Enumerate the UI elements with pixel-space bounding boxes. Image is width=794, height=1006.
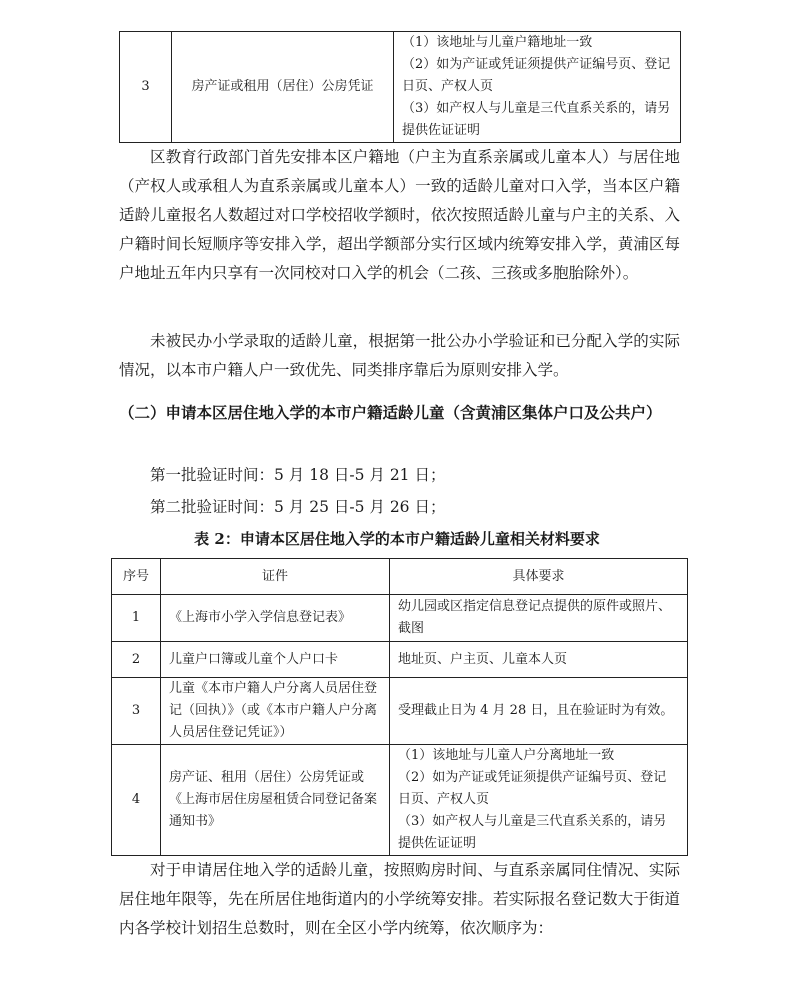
column-header: 证件: [161, 559, 390, 595]
requirement-cell: [390, 678, 688, 745]
batch-2-time: 第二批验证时间：5 月 25 日-5 月 26 日；: [150, 498, 446, 516]
document-name: 房产证、租用（居住）公房凭证或《上海市居住房屋租赁合同登记备案通知书》: [161, 745, 390, 856]
requirement-cell: [394, 32, 681, 143]
table-1-continuation: [119, 31, 681, 143]
document-name: 《上海市小学入学信息登记表》: [161, 595, 390, 642]
document-name: 房产证或租用（居住）公房凭证: [172, 32, 394, 143]
requirement-item: （3）如产权人与儿童是三代直系关系的，请另提供佐证证明: [398, 814, 667, 851]
row-number: 2: [112, 642, 161, 678]
requirement-item: （2）如为产证或凭证须提供产证编号页、登记日页、产权人页: [402, 57, 671, 94]
requirement-item: （1）该地址与儿童户籍地址一致: [402, 35, 593, 50]
document-name: 儿童户口簿或儿童个人户口卡: [161, 642, 390, 678]
document-name: 儿童《本市户籍人户分离人员居住登记（回执）》（或《本市户籍人户分离人员居住登记凭证》）: [161, 678, 390, 745]
row-number: 3: [112, 678, 161, 745]
table-row: [112, 678, 688, 745]
requirement-item: 受理截止日为 4 月 28 日，且在验证时为有效。: [398, 703, 674, 718]
requirement-item: （1）该地址与儿童人户分离地址一致: [398, 748, 615, 763]
paragraph-residence-admission: 对于申请居住地入学的适龄儿童，按照购房时间、与直系亲属同住情况、实际居住地年限等，先在所居住地街道内的小学统筹安排。若实际报名登记数大于街道内各学校计划招生总数时，则在全区小学内统筹，依次顺序为：: [119, 861, 680, 937]
row-number: 1: [112, 595, 161, 642]
table-2-caption: 表 2：申请本区居住地入学的本市户籍适龄儿童相关材料要求: [194, 530, 600, 548]
table-row: [120, 32, 681, 143]
table-row: [112, 745, 688, 856]
paragraph-private-school: 未被民办小学录取的适龄儿童，根据第一批公办小学验证和已分配入学的实际情况，以本市户籍人户一致优先、同类排序靠后为原则安排入学。: [119, 332, 680, 379]
requirement-item: 幼儿园或区指定信息登记点提供的原件或照片、截图: [398, 599, 672, 636]
table-row: [112, 642, 688, 678]
section-heading: （二）申请本区居住地入学的本市户籍适龄儿童（含黄浦区集体户口及公共户）: [119, 403, 662, 422]
table-2: [111, 558, 688, 856]
requirement-item: 地址页、户主页、儿童本人页: [398, 651, 568, 667]
column-header: 具体要求: [390, 559, 688, 595]
row-number: 3: [120, 32, 172, 143]
requirement-cell: [390, 595, 688, 642]
column-header: 序号: [112, 559, 161, 595]
table-header-row: [112, 559, 688, 595]
requirement-item: （2）如为产证或凭证须提供产证编号页、登记日页、产权人页: [398, 770, 667, 807]
paragraph-allocation: 区教育行政部门首先安排本区户籍地（户主为直系亲属或儿童本人）与居住地（产权人或承租人为直系亲属或儿童本人）一致的适龄儿童对口入学，当本区户籍适龄儿童报名人数超过对口学校招收学额时，依次按照适龄儿童与户主的关系、入户籍时间长短顺序等安排入学，超出学额部分实行区域内统筹安排入学，黄浦区每户地址五年内只享有一次同校对口入学的机会（二孩、三孩或多胞胎除外）。: [119, 148, 680, 282]
requirement-item: （3）如产权人与儿童是三代直系关系的，请另提供佐证证明: [402, 101, 671, 138]
requirement-cell: [390, 642, 688, 678]
requirement-cell: [390, 745, 688, 856]
batch-1-time: 第一批验证时间：5 月 18 日-5 月 21 日；: [150, 466, 446, 484]
table-row: [112, 595, 688, 642]
row-number: 4: [112, 745, 161, 856]
